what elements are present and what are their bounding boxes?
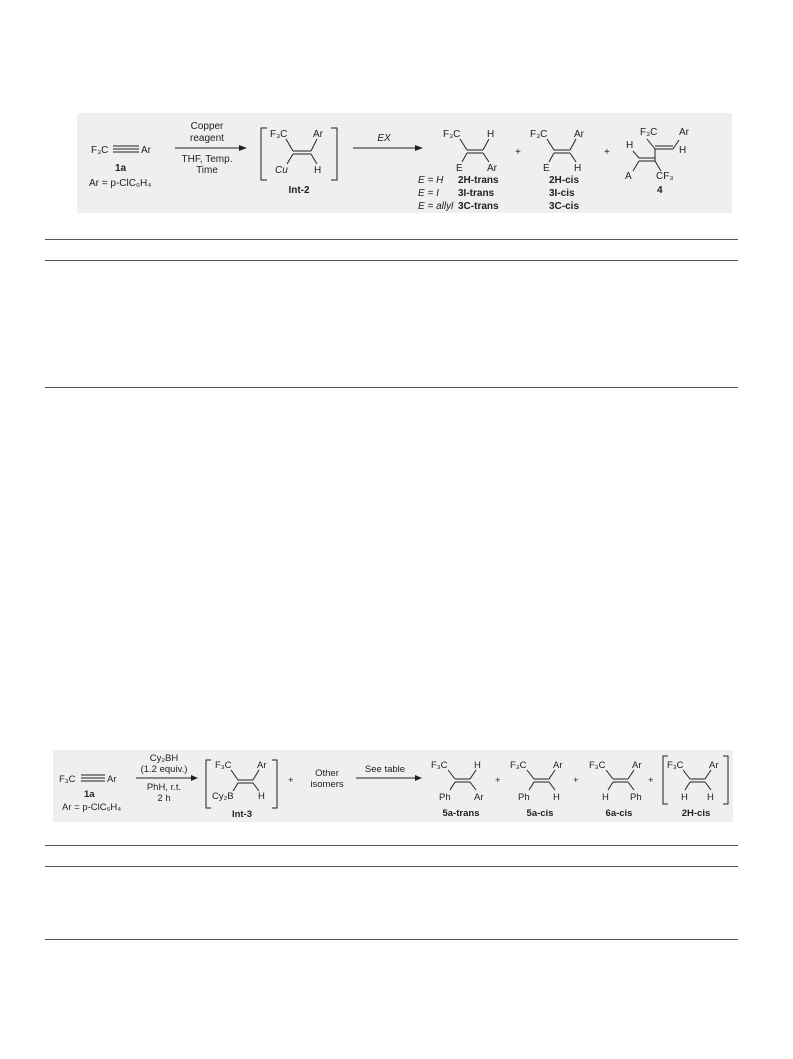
- p2hc-br: H: [707, 792, 714, 803]
- s2-start-right: Ar: [107, 774, 117, 785]
- start-right: Ar: [141, 145, 151, 156]
- arrow1-below1: THF, Temp.: [181, 154, 233, 165]
- cis-bl: E: [543, 163, 550, 174]
- int-label: Int-2: [288, 185, 310, 196]
- table-2-header-rule: [45, 866, 738, 867]
- p5at-tl: F₃C: [431, 760, 448, 771]
- s2-int-tr: Ar: [257, 760, 267, 771]
- p5ac-tr: Ar: [553, 760, 563, 771]
- arrow1-above1: Copper: [190, 121, 224, 132]
- trans-tr: H: [487, 129, 495, 140]
- int-bl: Cu: [275, 165, 288, 176]
- start-label: 1a: [115, 163, 127, 174]
- p6ac-label: 6a-cis: [605, 808, 633, 819]
- diene-label: 4: [657, 185, 663, 196]
- cis-br: H: [574, 163, 582, 174]
- diene-top-cf3: F₃C: [640, 127, 658, 138]
- row1-e: E = H: [418, 175, 444, 186]
- p6ac-bl: H: [602, 792, 609, 803]
- diene-h-right: H: [679, 145, 687, 156]
- p2hc-label: 2H-cis: [681, 808, 711, 819]
- p6ac-tr: Ar: [632, 760, 642, 771]
- s2-int-bl: Cy₂B: [212, 791, 234, 802]
- s2-int-tl: F₃C: [215, 760, 232, 771]
- s2-plus-1: +: [288, 775, 294, 786]
- p5at-label: 5a-trans: [442, 808, 480, 819]
- trans-bl: E: [456, 163, 463, 174]
- arrow1-below2: Time: [196, 165, 218, 176]
- arrow-head-1: [239, 145, 247, 151]
- plus-2: +: [604, 147, 610, 158]
- s2-start-label: 1a: [84, 789, 95, 800]
- table-1-top-rule: [45, 239, 738, 240]
- table-1-bottom-rule: [45, 387, 738, 388]
- p6ac-br: Ph: [630, 792, 642, 803]
- int-br: H: [314, 165, 322, 176]
- arrow-head-2: [415, 145, 423, 151]
- p5ac-bl: Ph: [518, 792, 530, 803]
- other-line2: isomers: [310, 779, 344, 790]
- reaction-scheme-2: [53, 750, 733, 822]
- s2-start-ar-def: Ar = p-ClC₆H₄: [62, 802, 122, 813]
- start-ar-def: Ar = p-ClC₆H₄: [89, 178, 152, 189]
- cis-tr: Ar: [574, 129, 584, 140]
- reaction-scheme-1: [77, 113, 732, 213]
- row3-e: E = allyl: [418, 201, 454, 212]
- p2hc-tr: Ar: [709, 760, 719, 771]
- scheme-2-drawing: [53, 750, 733, 822]
- start-left: F₃C: [91, 145, 109, 156]
- p5ac-tl: F₃C: [510, 760, 527, 771]
- other-line1: Other: [315, 768, 339, 779]
- diene-h-left: H: [626, 140, 634, 151]
- p5at-tr: H: [474, 760, 481, 771]
- scheme-1-drawing: [77, 113, 732, 213]
- int-tl: F₃C: [270, 129, 288, 140]
- s2-plus-2: +: [495, 775, 501, 786]
- row1-cis: 2H-cis: [549, 175, 580, 186]
- p2hc-tl: F₃C: [667, 760, 684, 771]
- row1-trans: 2H-trans: [458, 175, 499, 186]
- diene-cf3: CF₃: [656, 171, 674, 182]
- s2-arrow1-below2: 2 h: [157, 793, 171, 804]
- plus-1: +: [515, 147, 521, 158]
- trans-tl: F₃C: [443, 129, 461, 140]
- arrow1-above2: reagent: [190, 133, 224, 144]
- p5ac-br: H: [553, 792, 560, 803]
- p2hc-bl: H: [681, 792, 688, 803]
- s2-int-label: Int-3: [231, 809, 253, 820]
- trans-br: Ar: [487, 163, 497, 174]
- diene-top-ar: Ar: [679, 127, 689, 138]
- s2-start-left: F₃C: [59, 774, 76, 785]
- row2-e: E = I: [418, 188, 439, 199]
- s2-plus-4: +: [648, 775, 654, 786]
- table-2-bottom-rule: [45, 939, 738, 940]
- diene-a: A: [625, 171, 632, 182]
- row3-cis: 3C-cis: [549, 201, 580, 212]
- s2-arrow2-above: See table: [364, 764, 406, 775]
- p6ac-tl: F₃C: [589, 760, 606, 771]
- s2-arrow1-above2: (1.2 equiv.): [140, 764, 188, 775]
- int-tr: Ar: [313, 129, 323, 140]
- arrow2-above: EX: [377, 133, 391, 144]
- s2-arrow1-below1: PhH, r.t.: [146, 782, 182, 793]
- arrow2-head-1: [191, 775, 198, 781]
- table-2-top-rule: [45, 845, 738, 846]
- p5at-bl: Ph: [439, 792, 451, 803]
- arrow2-head-2: [415, 775, 422, 781]
- s2-int-br: H: [258, 791, 265, 802]
- cis-tl: F₃C: [530, 129, 548, 140]
- s2-plus-3: +: [573, 775, 579, 786]
- p5ac-label: 5a-cis: [526, 808, 554, 819]
- row3-trans: 3C-trans: [458, 201, 499, 212]
- s2-arrow1-above1: Cy₂BH: [149, 753, 179, 764]
- p5at-br: Ar: [474, 792, 484, 803]
- row2-trans: 3I-trans: [458, 188, 495, 199]
- table-1-header-rule: [45, 260, 738, 261]
- row2-cis: 3I-cis: [549, 188, 575, 199]
